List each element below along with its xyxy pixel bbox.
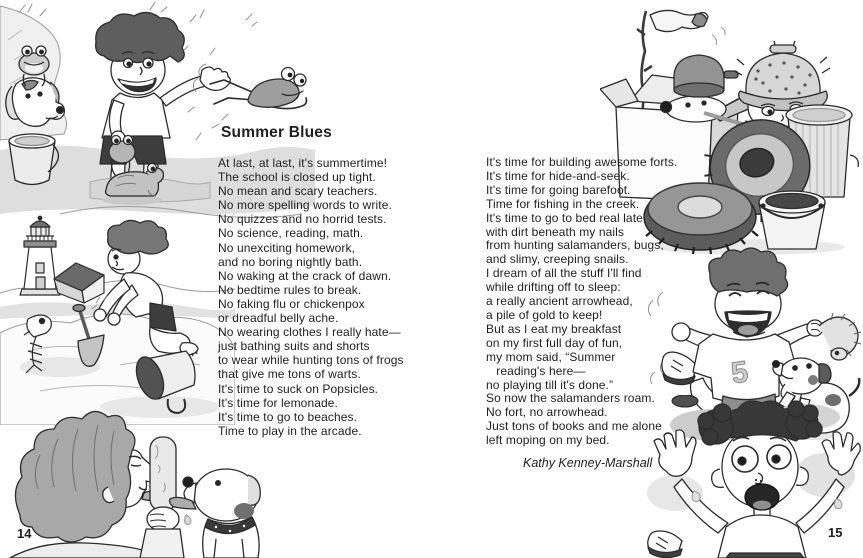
poem-line: The school is closed up tight. (218, 170, 376, 185)
poem-line: while drifting off to sleep: (486, 280, 621, 295)
page-number-right: 15 (828, 525, 843, 540)
poem-line: just bathing suits and shorts (218, 339, 370, 354)
poem-line: No waking at the crack of dawn. (218, 268, 392, 283)
poem-line: It's time for building awesome forts. (486, 155, 678, 169)
cottage (54, 263, 104, 303)
illustration-beach-digging (0, 215, 235, 425)
poem-line: It's time to go to bed real late (486, 210, 643, 225)
poem-line: from hunting salamanders, bugs, (486, 238, 664, 253)
poem-line: It's time for going barefoot. (486, 182, 631, 197)
kid-licking-popsicle (10, 411, 158, 558)
poem-line: No bedtime rules to break. (218, 282, 362, 297)
poem-line: that give me tons of warts. (218, 367, 361, 382)
poem-line: It's time to go to beaches. (218, 409, 358, 424)
poem-line: No science, reading, math. (218, 226, 364, 241)
poem-line: and slimy, creeping snails. (486, 252, 629, 267)
poem-line: with dirt beneath my nails (486, 224, 624, 239)
poem-line: But as I eat my breakfast (486, 321, 622, 336)
girl-sneaker (648, 531, 682, 558)
poem-line: to wear while hunting tons of frogs (218, 353, 404, 368)
poem-line: a really ancient arrowhead, (486, 294, 633, 309)
poem-line: It's time for hide-and-seek. (486, 168, 630, 183)
poem-line: or dreadful belly ache. (218, 311, 339, 326)
poem-line: my mom said, “Summer (486, 349, 616, 364)
page-number-left: 14 (17, 526, 32, 541)
poem-author: Kathy Kenney-Marshall (523, 456, 653, 470)
poem-line: It's time to suck on Popsicles. (218, 381, 379, 396)
poem-line: No mean and scary teachers. (218, 184, 378, 199)
salamander (819, 313, 861, 360)
poem-line: No quizzes and no horrid tests. (218, 212, 387, 227)
poem-line: So now the salamanders roam. (486, 391, 655, 406)
poem-line: It's time for lemonade. (218, 395, 338, 410)
poem-column-left (218, 156, 404, 438)
licking-dog (170, 469, 261, 558)
shirt-number: 5 (729, 355, 751, 391)
poem-line: At last, at last, it's summertime! (218, 156, 388, 170)
poem-line: No fort, no arrowhead. (486, 405, 608, 420)
poem-column-right (486, 156, 677, 448)
lighthouse (20, 216, 60, 295)
poem-line: No wearing clothes I really hate— (218, 325, 401, 340)
poem-line: I dream of all the stuff I'll find (486, 266, 642, 281)
poem-line: No more spelling words to write. (218, 198, 392, 213)
poem-line: on my first full day of fun, (486, 335, 623, 350)
poem-line: a pile of gold to keep! (486, 307, 603, 322)
poem-line: and no boring nightly bath. (218, 254, 363, 269)
poem-line: Time to play in the arcade. (218, 423, 362, 438)
poem-line: Time for fishing in the creek. (486, 196, 640, 211)
poem-line: left moping on my bed. (486, 433, 610, 448)
poem-line: Just tons of books and me alone (486, 419, 662, 434)
poem-title: Summer Blues (221, 124, 332, 141)
poem-line: no playing till it's done.” (486, 377, 614, 392)
poem-line: No unexciting homework, (218, 240, 356, 255)
beach-scene-svg (0, 215, 235, 425)
poem-line: No faking flu or chickenpox (218, 296, 365, 311)
poem-line: reading's here— (486, 363, 586, 378)
